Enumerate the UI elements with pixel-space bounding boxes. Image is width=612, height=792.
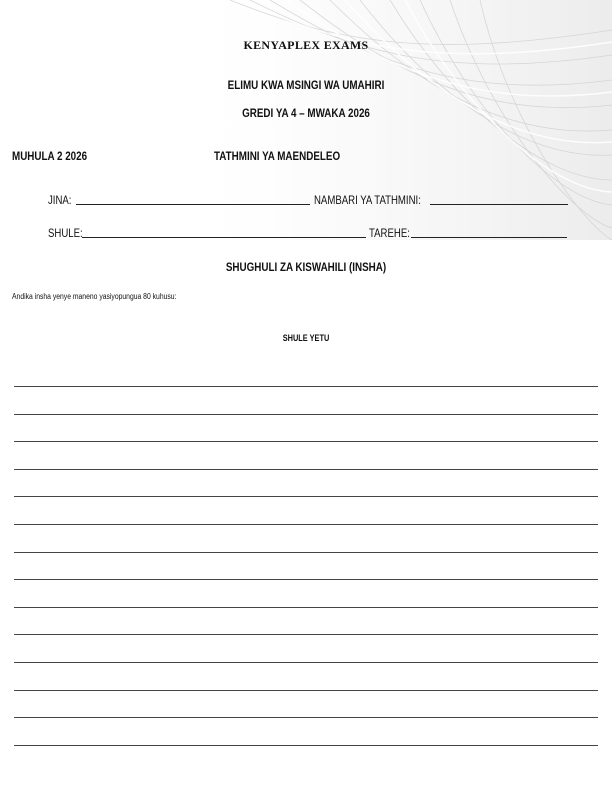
essay-topic: SHULE YETU <box>282 333 330 343</box>
writing-line[interactable] <box>14 469 598 470</box>
writing-line[interactable] <box>14 386 598 387</box>
assessment-number-field[interactable] <box>430 204 568 205</box>
name-field[interactable] <box>76 204 310 205</box>
school-row <box>48 224 567 240</box>
grade-year-title: GREDI YA 4 – MWAKA 2026 <box>242 106 370 120</box>
name-label: JINA: <box>48 193 72 207</box>
term-label: MUHULA 2 2026 <box>12 149 88 163</box>
date-field[interactable] <box>411 237 567 238</box>
writing-line[interactable] <box>14 496 598 497</box>
writing-line[interactable] <box>14 717 598 718</box>
writing-line[interactable] <box>14 607 598 608</box>
writing-line[interactable] <box>14 441 598 442</box>
school-label: SHULE: <box>48 226 83 240</box>
writing-line[interactable] <box>14 745 598 746</box>
assessment-title: TATHMINI YA MAENDELEO <box>214 149 341 163</box>
writing-line[interactable] <box>14 552 598 553</box>
section-title: SHUGHULI ZA KISWAHILI (INSHA) <box>225 260 387 274</box>
assessment-number-label: NAMBARI YA TATHMINI: <box>314 193 421 207</box>
writing-line[interactable] <box>14 662 598 663</box>
writing-line[interactable] <box>14 690 598 691</box>
name-row <box>48 191 568 207</box>
writing-line[interactable] <box>14 579 598 580</box>
publisher-title: KENYAPLEX EXAMS <box>243 38 369 52</box>
writing-line[interactable] <box>14 414 598 415</box>
school-field[interactable] <box>82 237 366 238</box>
date-label: TAREHE: <box>369 226 410 240</box>
writing-line[interactable] <box>14 634 598 635</box>
essay-instruction: Andika insha yenye maneno yasiyopungua 80 kuhusu: <box>12 292 177 301</box>
program-title: ELIMU KWA MSINGI WA UMAHIRI <box>227 78 385 92</box>
writing-line[interactable] <box>14 524 598 525</box>
